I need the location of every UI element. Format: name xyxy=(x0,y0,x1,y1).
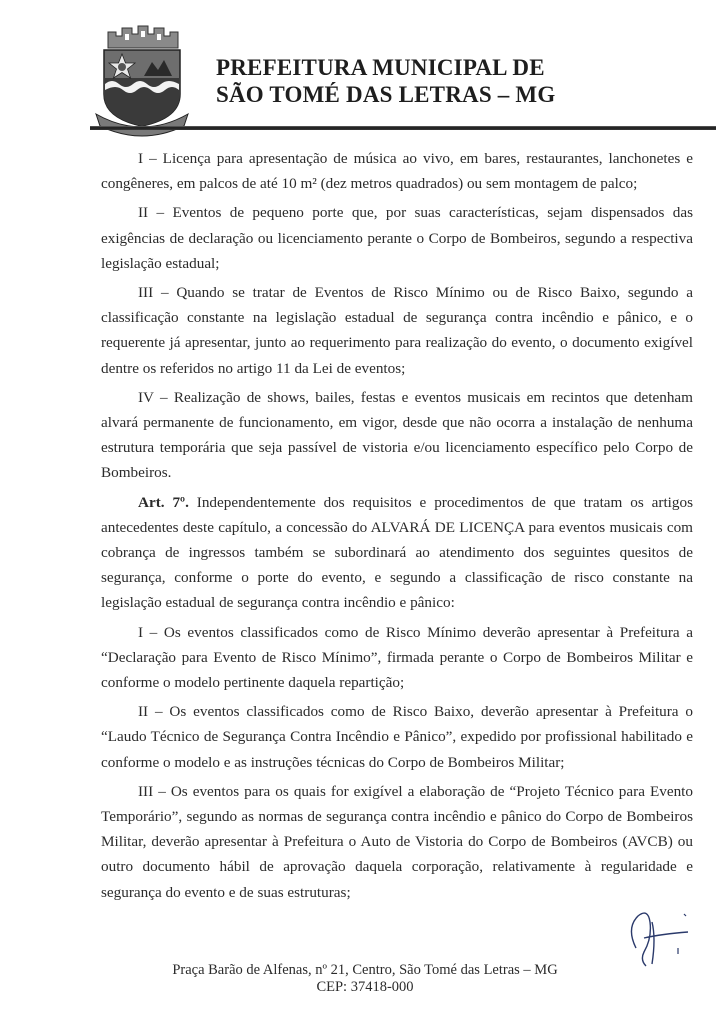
article-item-iii: III – Os eventos para os quais for exigível a elaboração de “Projeto Técnico para Evento Temporário”, segundo as normas de segurança contra incêndio e pânico do Corpo de Bombeiros Militar, deverão apresentar à Prefeitura o Auto de Vistoria do Corpo de Bombeiros (AVCB) ou outro documento hábil de aprovação daquela corporação, relativamente à regularidade e segurança do evento e de suas estruturas; xyxy=(101,782,693,901)
coat-of-arms-icon xyxy=(92,22,192,140)
footer-cep: CEP: 37418-000 xyxy=(316,979,414,995)
footer-address: Praça Barão de Alfenas, nº 21, Centro, São Tomé das Letras – MG xyxy=(172,962,558,978)
article-item-i: I – Os eventos classificados como de Risco Mínimo deverão apresentar à Prefeitura a “Declaração para Evento de Risco Mínimo”, firmada perante o Corpo de Bombeiros Militar e conforme o modelo pertinente daquela repartição; xyxy=(101,623,693,692)
document-body xyxy=(101,146,693,909)
article-label: Art. 7º. xyxy=(138,493,189,511)
paragraph-item-iii: III – Quando se tratar de Eventos de Risco Mínimo ou de Risco Baixo, segundo a classificação constante na legislação estadual de segurança contra incêndio e pânico, e o requerente já apresentar, junto ao requerimento para realização do evento, o documento exigível dentre os referidos no artigo 11 da Lei de eventos; xyxy=(101,284,693,377)
page-footer xyxy=(150,962,580,996)
title-line-1: PREFEITURA MUNICIPAL DE xyxy=(216,55,545,80)
paragraph-item-ii: II – Eventos de pequeno porte que, por suas características, sejam dispensados das exigências de declaração ou licenciamento perante o Corpo de Bombeiros, segundo a respectiva legislação estadual; xyxy=(101,204,693,272)
paragraph-item-i: I – Licença para apresentação de música ao vivo, em bares, restaurantes, lanchonetes e congêneres, em palcos de até 10 m² (dez metros quadrados) ou sem montagem de palco; xyxy=(101,150,693,193)
article-item-ii: II – Os eventos classificados como de Risco Baixo, deverão apresentar à Prefeitura o “Laudo Técnico de Segurança Contra Incêndio e Pânico”, expedido por profissional habilitado e conforme o modelo e as instruções técnicas do Corpo de Bombeiros Militar; xyxy=(101,703,693,771)
paragraph-item-iv: IV – Realização de shows, bailes, festas e eventos musicais em recintos que detenham alvará permanente de funcionamento, em vigor, desde que não ocorra a instalação de nenhuma estrutura temporária que seja passível de vistoria e/ou licenciamento específico pelo Corpo de Bombeiros. xyxy=(101,388,693,482)
title-line-2: SÃO TOMÉ DAS LETRAS – MG xyxy=(216,82,556,107)
page-title xyxy=(216,54,555,108)
article-7 xyxy=(101,490,693,616)
article-text: Independentemente dos requisitos e procedimentos de que tratam os artigos antecedentes deste capítulo, a concessão do ALVARÁ DE LICENÇA para eventos musicais com cobrança de ingressos também se subordinará ao atendimento dos seguintes quesitos de segurança, conforme o porte do evento, e segundo a classificação de risco constante na legislação estadual de segurança contra incêndio e pânico: xyxy=(101,493,693,612)
signature-initials-icon xyxy=(622,908,692,970)
header-divider xyxy=(90,126,716,130)
